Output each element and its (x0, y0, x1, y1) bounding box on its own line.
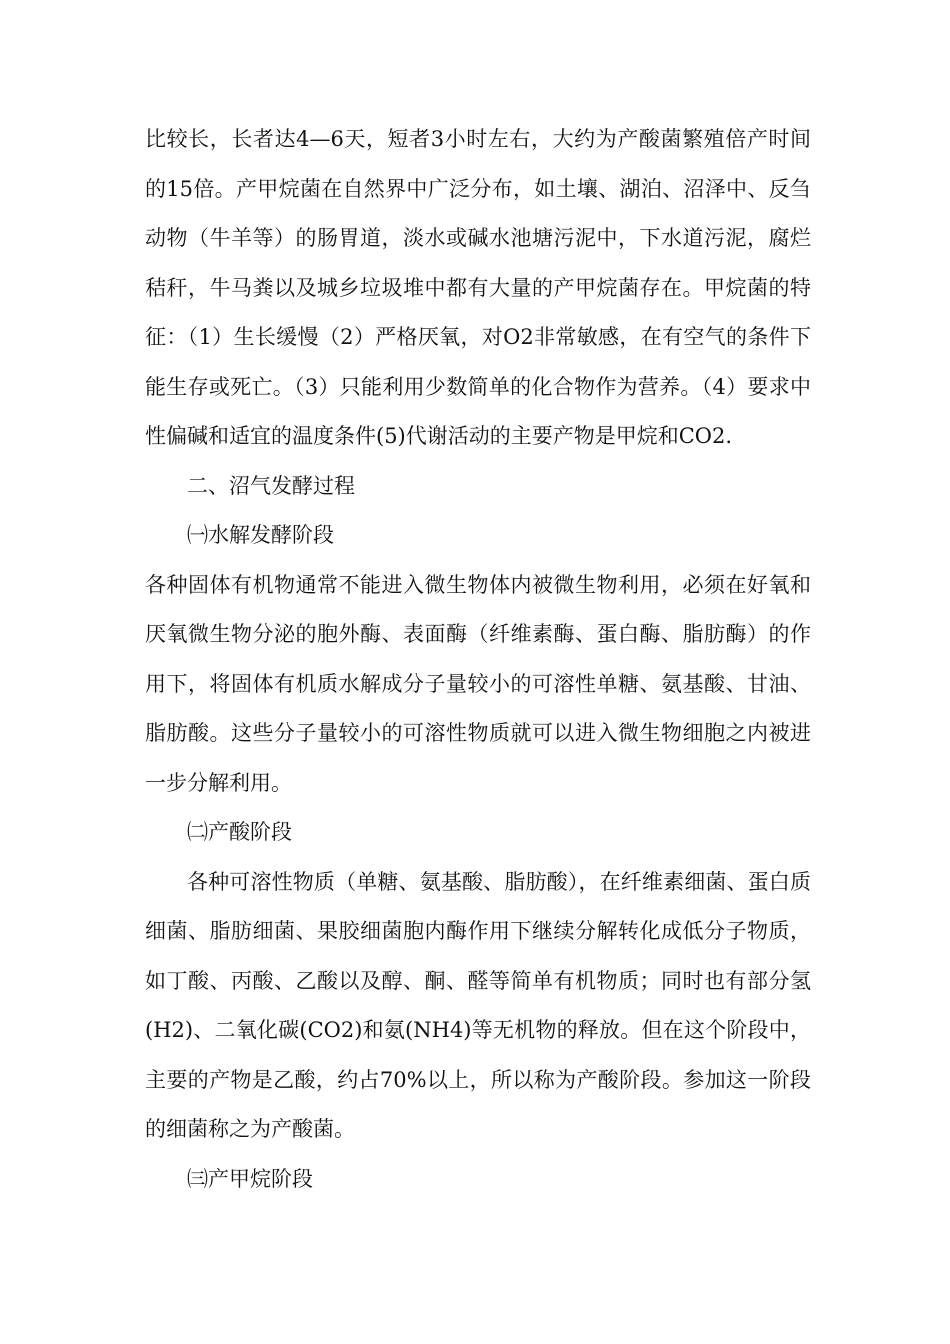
paragraph-hydrolysis: 各种固体有机物通常不能进入微生物体内被微生物利用，必须在好氧和厌氧微生物分泌的胞外酶、表面酶（纤维素酶、蛋白酶、脂肪酶）的作用下，将固体有机质水解成分子量较小的可溶性单糖、氨基酸、甘油、脂肪酸。这些分子量较小的可溶性物质就可以进入微生物细胞之内被进一步分解利用。 (145, 572, 811, 795)
subheading-methanogenic-stage: ㈢产甲烷阶段 (187, 1166, 313, 1191)
subheading-hydrolysis-stage: ㈠水解发酵阶段 (187, 523, 334, 547)
paragraph-acidogenic: 各种可溶性物质（单糖、氨基酸、脂肪酸），在纤维素细菌、蛋白质细菌、脂肪细菌、果胶细菌胞内酶作用下继续分解转化成低分子物质，如丁酸、丙酸、乙酸以及醇、酮、醛等简单有机物质；同时也有部分氢(H2)、二氧化碳(CO2)和氨(NH4)等无机物的释放。但在这个阶段中，主要的产物是乙酸，约占70%以上，所以称为产酸阶段。参加这一阶段的细菌称之为产酸菌。 (145, 869, 811, 1141)
paragraph-methanogen-characteristics: 比较长，长者达4—6天，短者3小时左右，大约为产酸菌繁殖倍产时间的15倍。产甲烷菌在自然界中广泛分布，如土壤、湖泊、沼泽中、反刍动物（牛羊等）的肠胃道，淡水或碱水池塘污泥中，下水道污泥，腐烂秸秆，牛马粪以及城乡垃圾堆中都有大量的产甲烷菌存在。甲烷菌的特征：（1）生长缓慢（2）严格厌氧，对O2非常敏感，在有空气的条件下能生存或死亡。（3）只能利用少数简单的化合物作为营养。（4）要求中性偏碱和适宜的温度条件(5)代谢活动的主要产物是甲烷和CO2. (145, 127, 811, 448)
subheading-acidogenic-stage: ㈡产酸阶段 (187, 820, 292, 844)
section-heading-fermentation-process: 二、沼气发酵过程 (187, 473, 355, 498)
document-body (145, 115, 811, 1204)
